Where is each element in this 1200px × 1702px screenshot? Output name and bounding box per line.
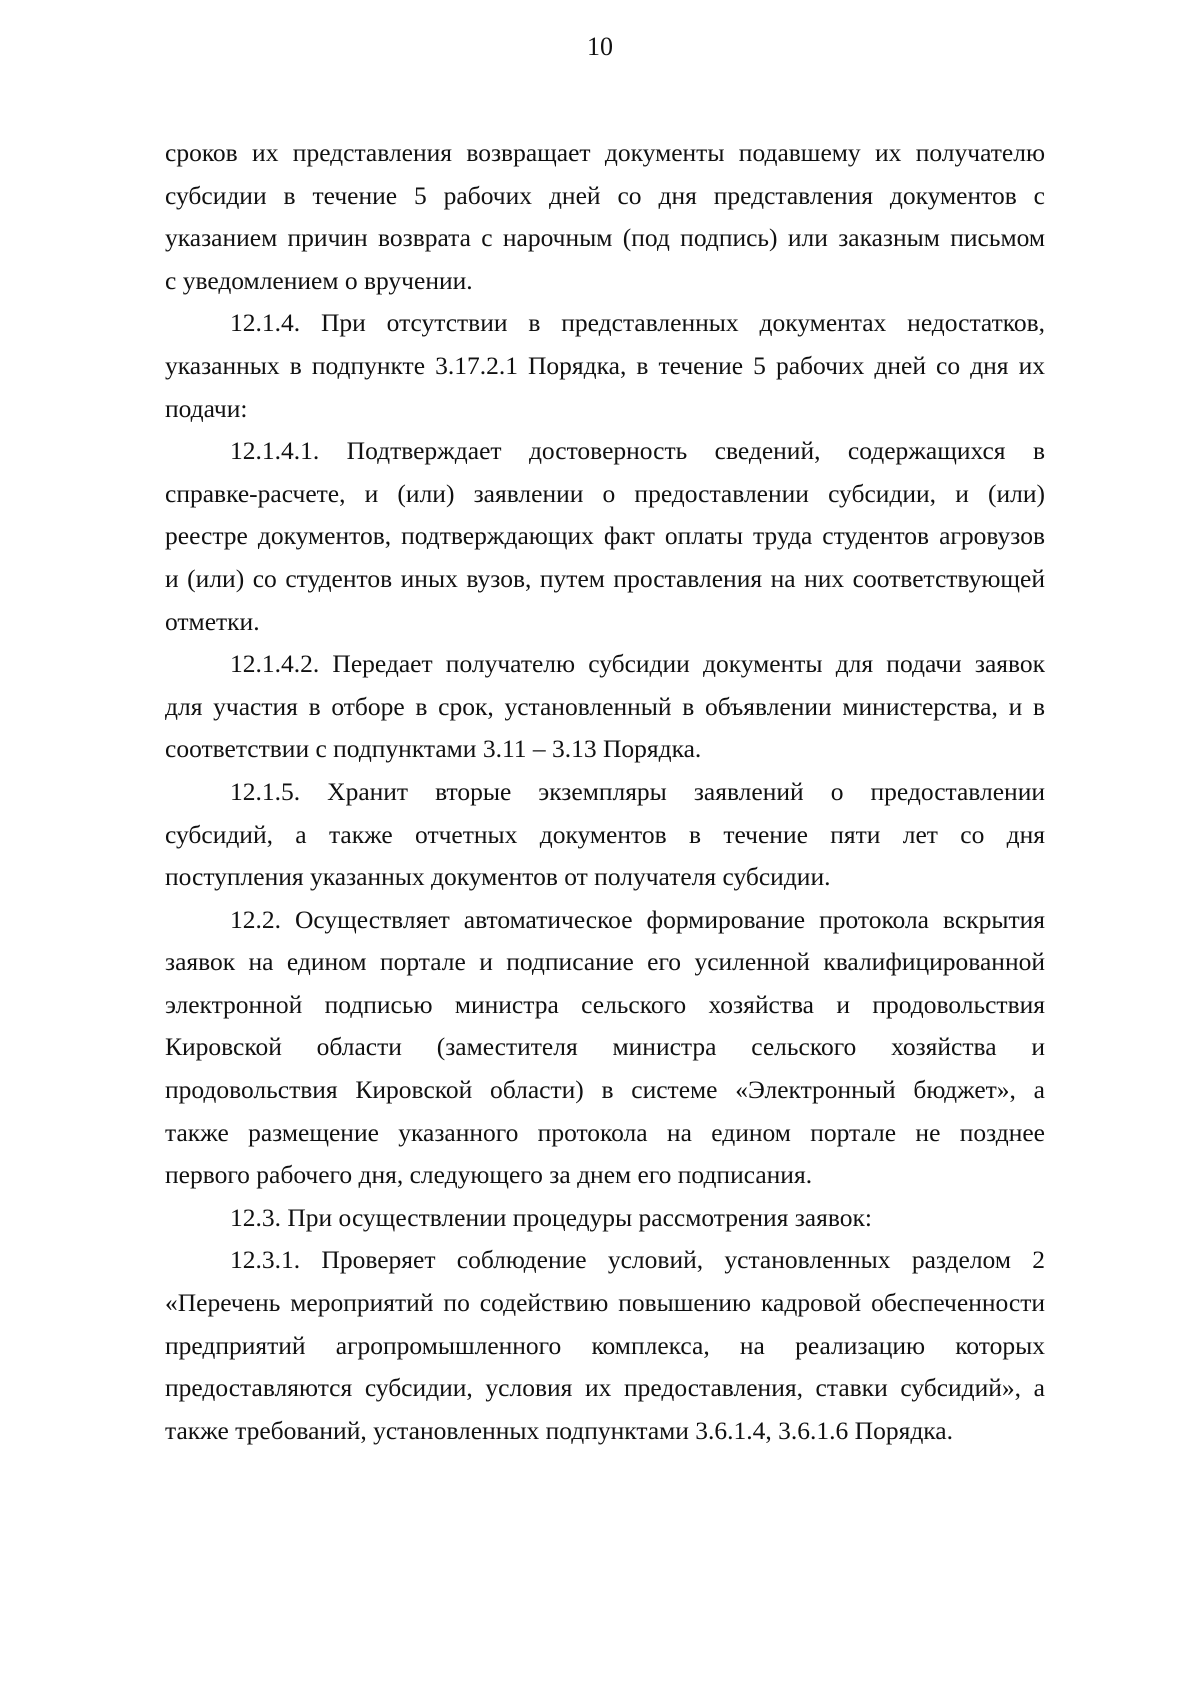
paragraph [165,132,1045,302]
document-body [165,132,1045,1452]
text-line: также требований, установленных подпунктами 3.6.1.4, 3.6.1.6 Порядка. [165,1415,953,1445]
text-line: первого рабочего дня, следующего за днем его подписания. [165,1160,813,1190]
text-line: сроков их представления возвращает документы подавшему их получателю [165,138,1045,167]
text-line: и (или) со студентов иных вузов, путем проставления на них соответствующей [165,563,1045,593]
text-line: отметки. [165,606,260,636]
text-line: субсидии в течение 5 рабочих дней со дня представления документов с [165,180,1045,210]
text-line: 12.1.5. Хранит вторые экземпляры заявлений о предоставлении [230,776,1045,806]
text-line: заявок на едином портале и подписание его усиленной квалифицированной [165,947,1045,977]
text-line: Кировской области (заместителя министра сельского хозяйства и [165,1032,1045,1062]
paragraph [165,1197,1045,1240]
paragraph [165,899,1045,1197]
paragraph [165,771,1045,899]
text-line: соответствии с подпунктами 3.11 – 3.13 Порядка. [165,734,702,764]
paragraph [165,1239,1045,1452]
text-line: подачи: [165,393,248,423]
text-line: указанных в подпункте 3.17.2.1 Порядка, в течение 5 рабочих дней со дня их [165,350,1045,380]
text-line: указанием причин возврата с нарочным (под подпись) или заказным письмом [165,223,1045,253]
text-line: «Перечень мероприятий по содействию повышению кадровой обеспеченности [165,1288,1045,1318]
text-line: с уведомлением о вручении. [165,265,473,295]
text-line: 12.3.1. Проверяет соблюдение условий, установленных разделом 2 [230,1245,1045,1275]
text-line: 12.1.4. При отсутствии в представленных документах недостатков, [230,308,1045,338]
text-line: 12.3. При осуществлении процедуры рассмотрения заявок: [230,1202,872,1232]
text-line: 12.2. Осуществляет автоматическое формирование протокола вскрытия [230,904,1045,934]
text-line: также размещение указанного протокола на едином портале не позднее [165,1117,1045,1147]
text-line: справке-расчете, и (или) заявлении о предоставлении субсидии, и (или) [165,478,1045,508]
text-line: предоставляются субсидии, условия их предоставления, ставки субсидий», а [165,1373,1045,1403]
text-line: реестре документов, подтверждающих факт оплаты труда студентов агровузов [165,521,1045,551]
paragraph [165,643,1045,771]
paragraph [165,430,1045,643]
page-number: 10 [587,32,613,61]
text-line: электронной подписью министра сельского хозяйства и продовольствия [165,989,1045,1019]
text-line: 12.1.4.1. Подтверждает достоверность сведений, содержащихся в [230,436,1045,466]
text-line: продовольствия Кировской области) в системе «Электронный бюджет», а [165,1075,1045,1105]
text-line: 12.1.4.2. Передает получателю субсидии документы для подачи заявок [230,649,1045,679]
text-line: для участия в отборе в срок, установленный в объявлении министерства, и в [165,691,1045,721]
text-line: предприятий агропромышленного комплекса, на реализацию которых [165,1330,1045,1360]
text-line: поступления указанных документов от получателя субсидии. [165,862,831,892]
text-line: субсидий, а также отчетных документов в течение пяти лет со дня [165,819,1045,849]
paragraph [165,302,1045,430]
